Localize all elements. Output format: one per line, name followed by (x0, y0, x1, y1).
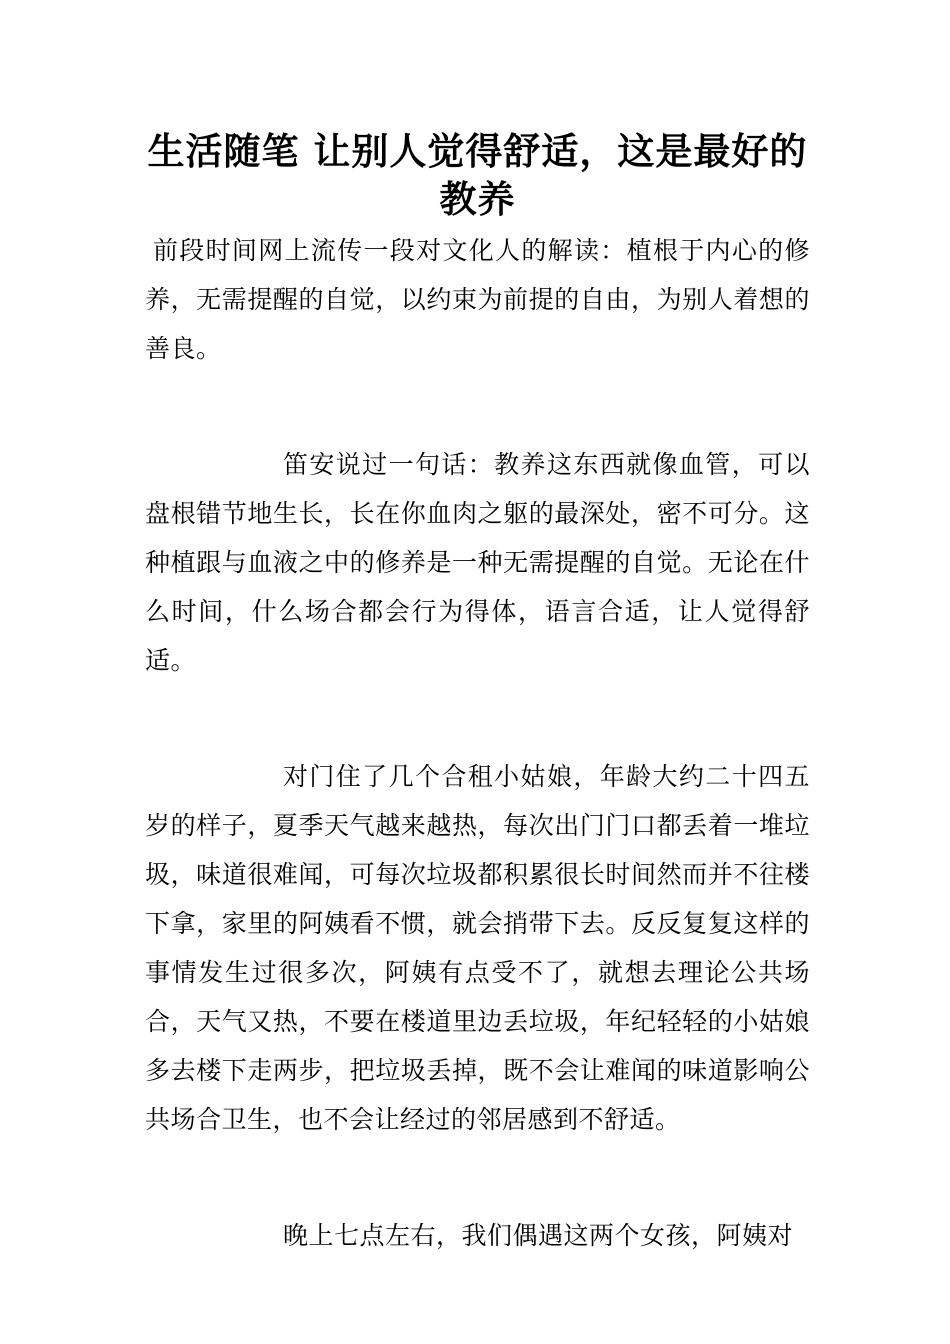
paragraph-1: 前段时间网上流传一段对文化人的解读：植根于内心的修养，无需提醒的自觉，以约束为前提的自由，为别人着想的善良。 (145, 236, 810, 363)
document-title: 生活随笔 让别人觉得舒适，这是最好的教养 (147, 130, 808, 221)
paragraph-3: 对门住了几个合租小姑娘，年龄大约二十四五岁的样子，夏季天气越来越热，每次出门门口都丢着一堆垃圾，味道很难闻，可每次垃圾都积累很长时间然而并不往楼下拿，家里的阿姨看不惯，就会捎带下去。反反复复这样的事情发生过很多次，阿姨有点受不了，就想去理论公共场合，天气又热，不要在楼道里边丢垃圾，年纪轻轻的小姑娘多去楼下走两步，把垃圾丢掉，既不会让难闻的味道影响公共场合卫生，也不会让经过的邻居感到不舒适。 (145, 762, 810, 1134)
paragraph-2: 笛安说过一句话：教养这东西就像血管，可以盘根错节地生长，长在你血肉之躯的最深处，密不可分。这种植跟与血液之中的修养是一种无需提醒的自觉。无论在什么时间，什么场合都会行为得体，语言合适，让人觉得舒适。 (145, 450, 810, 675)
paragraph-4: 晚上七点左右，我们偶遇这两个女孩，阿姨对 (283, 1221, 794, 1250)
document-page (145, 128, 810, 1260)
